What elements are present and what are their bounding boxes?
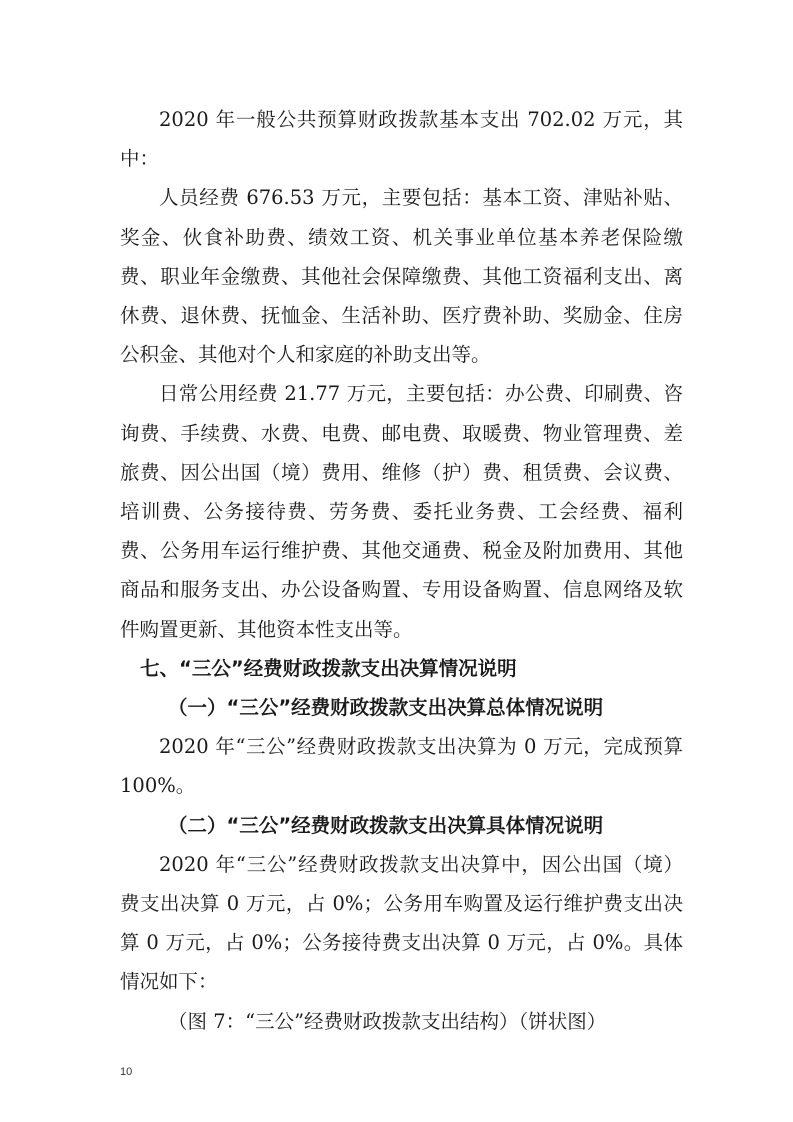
paragraph-specific-description: 2020 年“三公”经费财政拨款支出决算中，因公出国（境）费支出决算 0 万元，占 0%；公务用车购置及运行维护费支出决算 0 万元，占 0%；公务接待费支出决算 0 万元，占 0%。具体情况如下： bbox=[120, 852, 683, 994]
subsection-heading-specific: （二）“三公”经费财政拨款支出决算具体情况说明 bbox=[168, 813, 604, 837]
figure-caption: （图 7：“三公”经费财政拨款支出结构）（饼状图） bbox=[168, 1009, 607, 1033]
paragraph-basic-expenditure: 2020 年一般公共预算财政拨款基本支出 702.02 万元，其中： bbox=[120, 108, 683, 171]
paragraph-personnel-expenses: 人员经费 676.53 万元，主要包括：基本工资、津贴补贴、奖金、伙食补助费、绩效工资、机关事业单位基本养老保险缴费、职业年金缴费、其他社会保障缴费、其他工资福利支出、离休费、退休费、抚恤金、生活补助、医疗费补助、奖励金、住房公积金、其他对个人和家庭的补助支出等。 bbox=[120, 186, 683, 367]
document-body bbox=[120, 100, 683, 1041]
page-number: 10 bbox=[120, 1066, 133, 1078]
paragraph-public-expenses: 日常公用经费 21.77 万元，主要包括：办公费、印刷费、咨询费、手续费、水费、电费、邮电费、取暖费、物业管理费、差旅费、因公出国（境）费用、维修（护）费、租赁费、会议费、培训费、公务接待费、劳务费、委托业务费、工会经费、福利费、公务用车运行维护费、其他交通费、税金及附加费用、其他商品和服务支出、办公设备购置、专用设备购置、信息网络及软件购置更新、其他资本性支出等。 bbox=[120, 382, 683, 641]
section-heading: 七、“三公”经费财政拨款支出决算情况说明 bbox=[140, 656, 517, 680]
paragraph-overall-description: 2020 年“三公”经费财政拨款支出决算为 0 万元，完成预算 100%。 bbox=[120, 735, 683, 798]
subsection-heading-overall: （一）“三公”经费财政拨款支出决算总体情况说明 bbox=[168, 696, 604, 720]
